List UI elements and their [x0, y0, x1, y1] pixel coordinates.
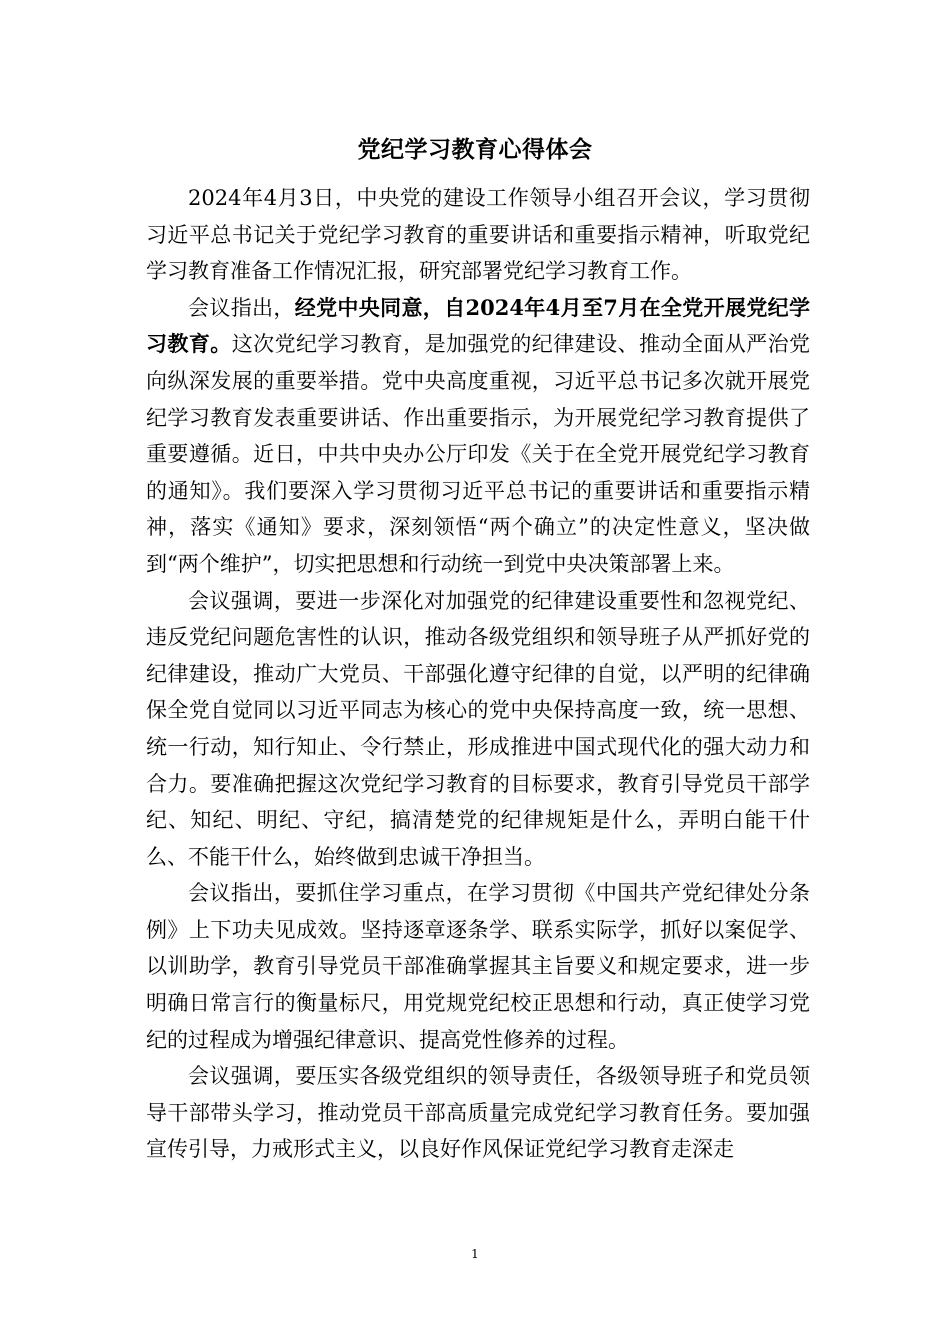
- paragraph-1: 2024年4月3日，中央党的建设工作领导小组召开会议，学习贯彻习近平总书记关于党纪学习教育的重要讲话和重要指示精神，听取党纪学习教育准备工作情况汇报，研究部署党纪学习教育工作。: [146, 186, 810, 284]
- paragraph-3: 会议强调，要进一步深化对加强党的纪律建设重要性和忽视党纪、违反党纪问题危害性的认识，推动各级党组织和领导班子从严抓好党的纪律建设，推动广大党员、干部强化遵守纪律的自觉，以严明的纪律确保全党自觉同以习近平同志为核心的党中央保持高度一致，统一思想、统一行动，知行知止、令行禁止，形成推进中国式现代化的强大动力和合力。要准确把握这次党纪学习教育的目标要求，教育引导党员干部学纪、知纪、明纪、守纪，搞清楚党的纪律规矩是什么，弄明白能干什么、不能干什么，始终做到忠诚干净担当。: [146, 588, 810, 869]
- paragraph-2: [146, 290, 810, 583]
- paragraph-2-rest: 这次党纪学习教育，是加强党的纪律建设、推动全面从严治党向纵深发展的重要举措。党中央高度重视，习近平总书记多次就开展党纪学习教育发表重要讲话、作出重要指示，为开展党纪学习教育提供了重要遵循。近日，中共中央办公厅印发《关于在全党开展党纪学习教育的通知》。我们要深入学习贯彻习近平总书记的重要讲话和重要指示精神，落实《通知》要求，深刻领悟“两个确立”的决定性意义，坚决做到“两个维护”，切实把思想和行动统一到党中央决策部署上来。: [146, 332, 810, 576]
- page-number: 1: [471, 1247, 479, 1261]
- paragraph-5: 会议强调，要压实各级党组织的领导责任，各级领导班子和党员领导干部带头学习，推动党员干部高质量完成党纪学习教育任务。要加强宣传引导，力戒形式主义，以良好作风保证党纪学习教育走深走: [146, 1064, 810, 1162]
- paragraph-4: 会议指出，要抓住学习重点，在学习贯彻《中国共产党纪律处分条例》上下功夫见成效。坚持逐章逐条学、联系实际学，抓好以案促学、以训助学，教育引导党员干部准确掌握其主旨要义和规定要求，进一步明确日常言行的衡量标尺，用党规党纪校正思想和行动，真正使学习党纪的过程成为增强纪律意识、提高党性修养的过程。: [146, 881, 810, 1052]
- paragraph-2-lead: 会议指出，: [188, 295, 295, 320]
- document-body: [146, 180, 810, 1168]
- document-title: 党纪学习教育心得体会: [357, 136, 593, 163]
- paragraph-2-bold-statement: 经党中央同意，自2024年4月至7月在全党开展党纪学习教育。: [146, 294, 811, 357]
